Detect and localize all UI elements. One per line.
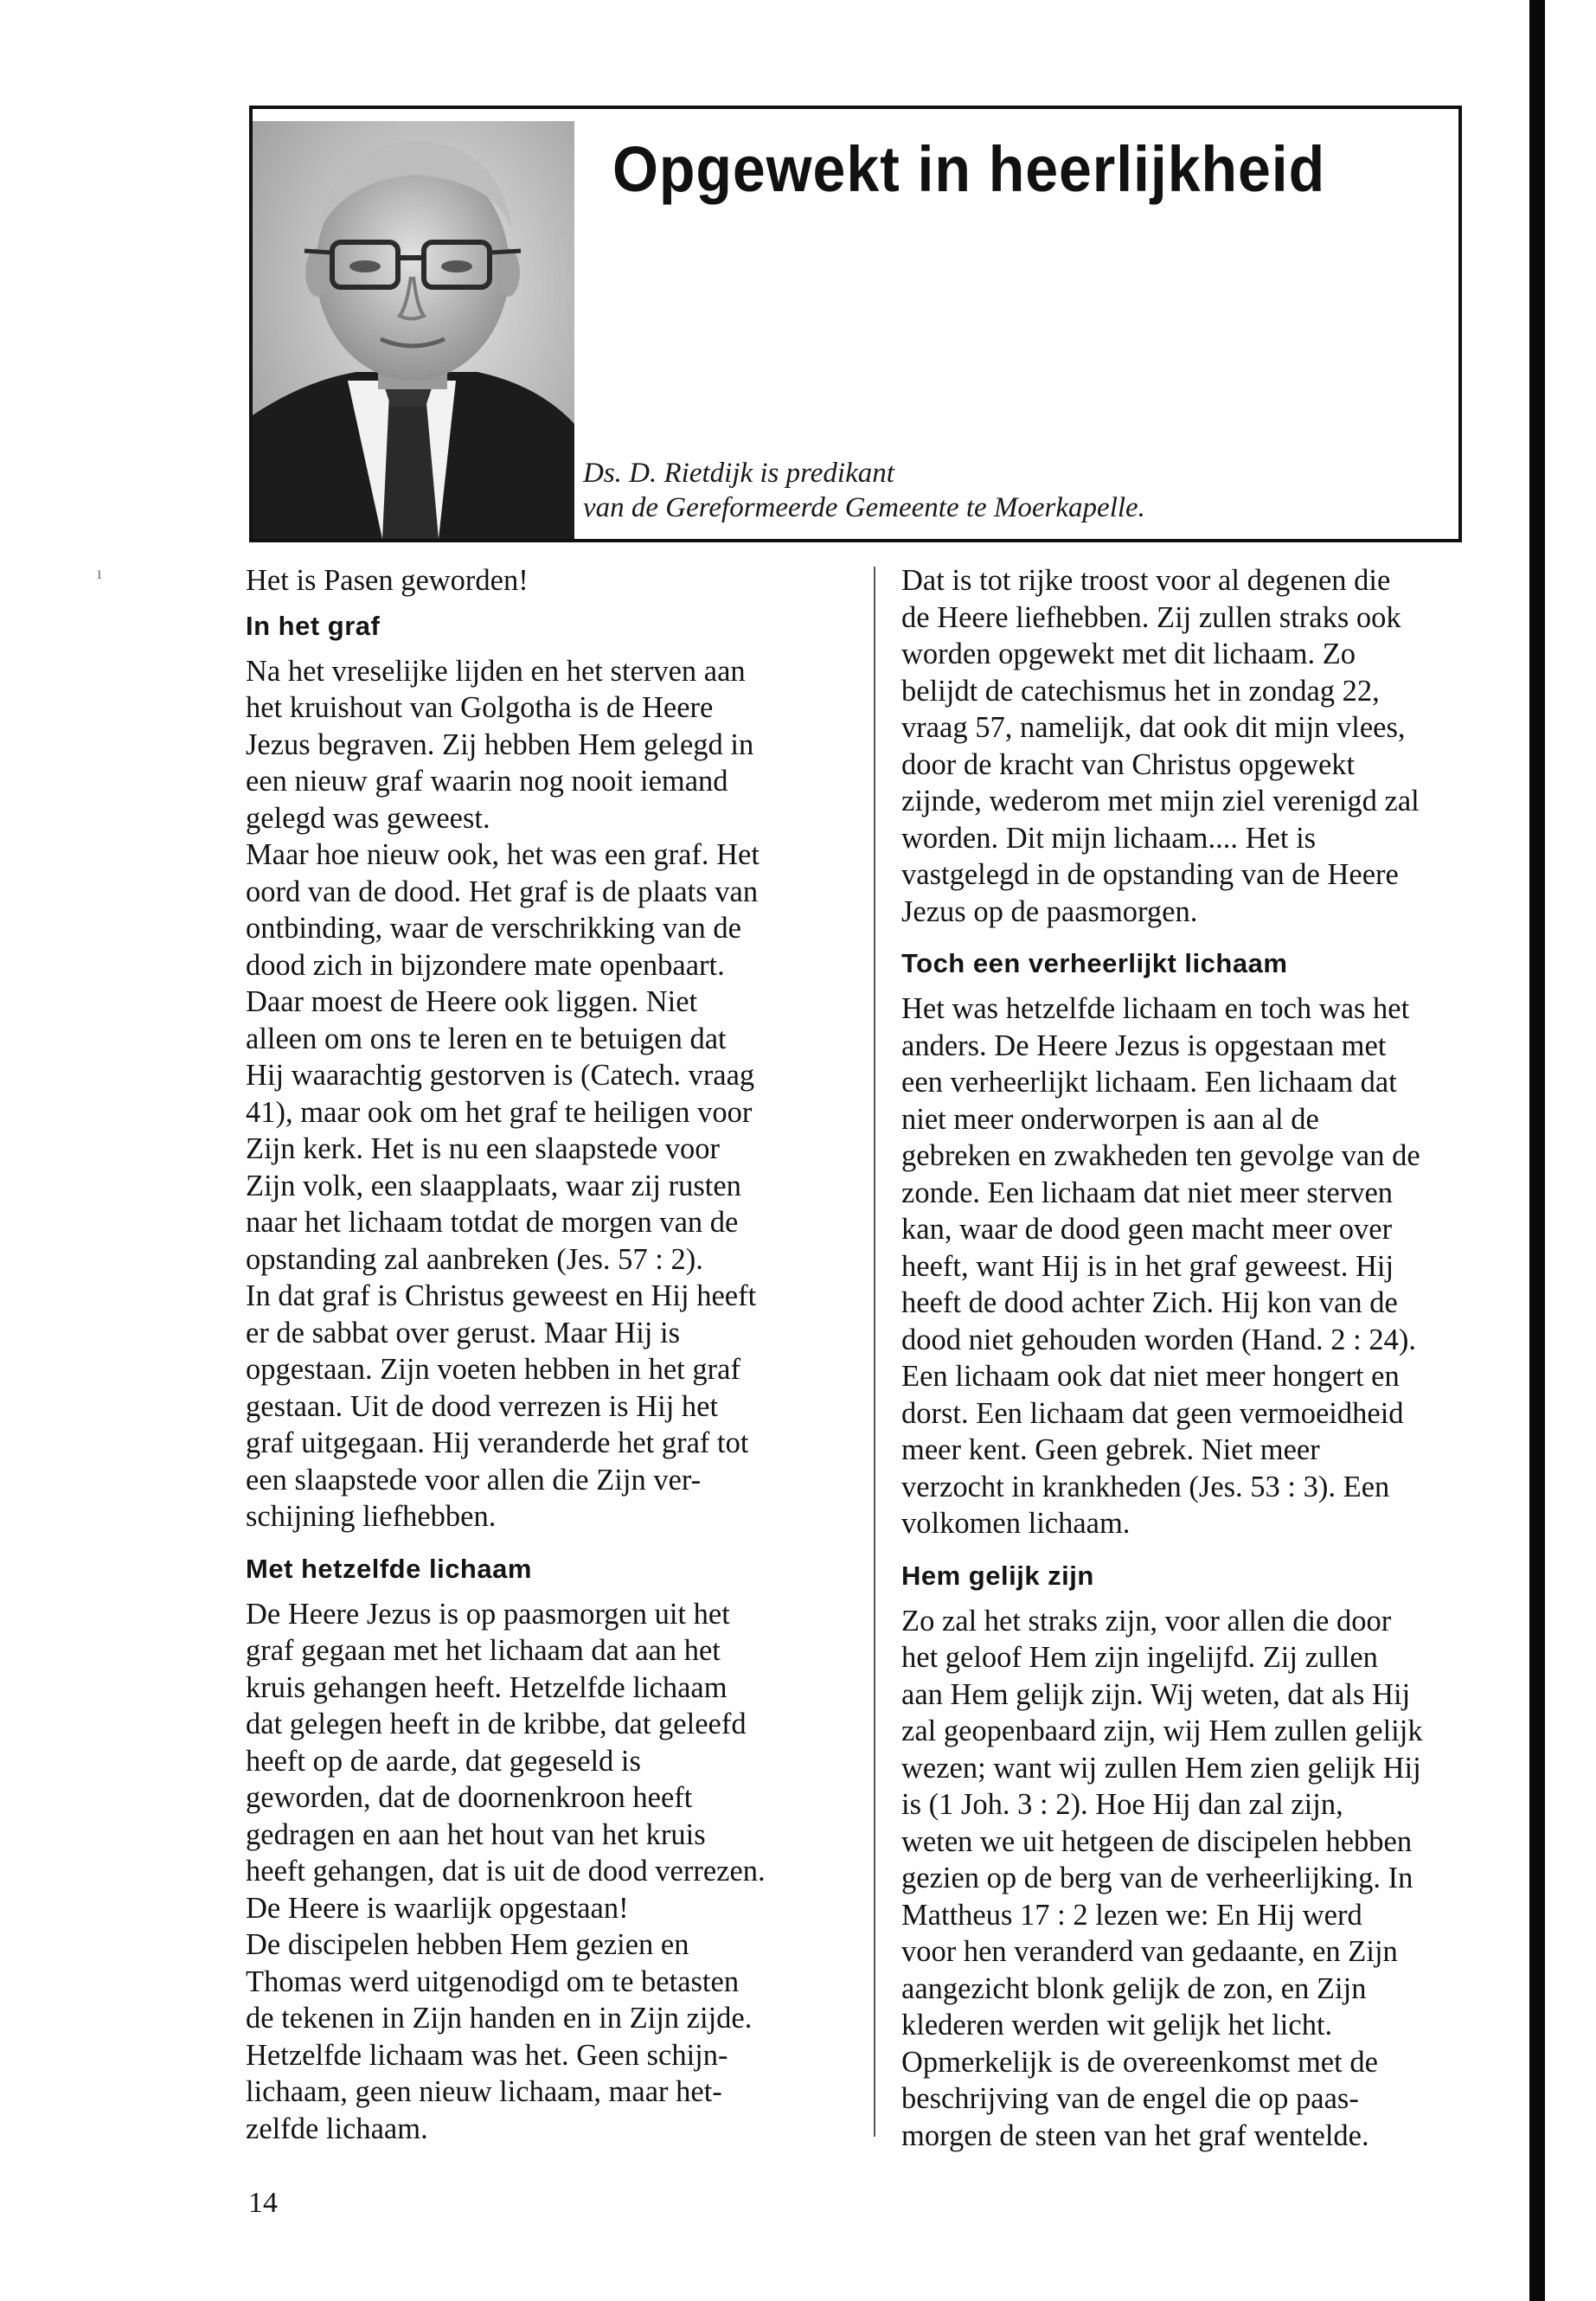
page-edge-bar xyxy=(1529,0,1545,2301)
text-line: geworden, dat de doornenkroon heeft xyxy=(246,1781,693,1814)
text-line: een nieuw graf waarin nog nooit iemand xyxy=(246,765,728,798)
text-line: voor hen veranderd van gedaante, en Zijn xyxy=(901,1935,1398,1968)
paragraph xyxy=(901,990,1507,1542)
text-line: dat gelegen heeft in de kribbe, dat geleefd xyxy=(246,1708,747,1740)
text-line: Zo zal het straks zijn, voor allen die door xyxy=(901,1604,1392,1638)
text-line: anders. De Heere Jezus is opgestaan met xyxy=(901,1029,1387,1062)
text-line: wezen; want wij zullen Hem zien gelijk Hij xyxy=(901,1751,1421,1785)
text-line: heeft, want Hij is in het graf geweest. Hij xyxy=(901,1249,1394,1283)
text-line: meer kent. Geen gebrek. Niet meer xyxy=(901,1433,1320,1466)
text-line: Het is Pasen geworden! xyxy=(246,564,529,597)
text-line: het kruishout van Golgotha is de Heere xyxy=(246,691,714,724)
text-line: door de kracht van Christus opgewekt xyxy=(901,747,1356,781)
paragraph xyxy=(901,1603,1507,2155)
section-heading: Met hetzelfde lichaam xyxy=(246,1553,532,1584)
stray-mark: ı xyxy=(97,564,102,583)
text-line: oord van de dood. Het graf is de plaats van xyxy=(246,875,759,908)
text-line: Een lichaam ook dat niet meer hongert en xyxy=(901,1360,1400,1393)
text-line: verzocht in krankheden (Jes. 53 : 3). Een xyxy=(901,1470,1390,1503)
paragraph xyxy=(246,653,869,1535)
paragraph xyxy=(901,562,1507,930)
text-line: heeft de dood achter Zich. Hij kon van de xyxy=(901,1286,1398,1319)
text-line: ontbinding, waar de verschrikking van de xyxy=(246,912,741,945)
text-line: gestaan. Uit de dood verrezen is Hij het xyxy=(246,1389,719,1423)
text-line: Hetzelfde lichaam was het. Geen schijn- xyxy=(246,2038,728,2072)
text-line: aan Hem gelijk zijn. Wij weten, dat als Hij xyxy=(901,1677,1411,1711)
right-column xyxy=(901,562,1507,2154)
text-line: een verheerlijkt lichaam. Een lichaam dat xyxy=(901,1066,1397,1099)
author-portrait xyxy=(253,121,574,539)
paragraph xyxy=(246,1596,869,2148)
section-heading: Hem gelijk zijn xyxy=(901,1560,1094,1591)
page-number: 14 xyxy=(248,2187,278,2219)
text-line: heeft op de aarde, dat gegeseld is xyxy=(246,1744,641,1778)
text-line: belijdt de catechismus het in zondag 22, xyxy=(901,674,1380,708)
text-line: weten we uit hetgeen de discipelen hebben xyxy=(901,1824,1413,1858)
text-line: morgen de steen van het graf wentelde. xyxy=(901,2118,1369,2152)
text-line: de Heere liefhebben. Zij zullen straks ook xyxy=(901,600,1401,634)
text-line: zal geopenbaard zijn, wij Hem zullen gelijk xyxy=(901,1715,1423,1747)
text-line: Maar hoe nieuw ook, het was een graf. Het xyxy=(246,838,760,871)
text-line: opstanding zal aanbreken (Jes. 57 : 2). xyxy=(246,1242,703,1276)
text-line: Zijn volk, een slaapplaats, waar zij rusten xyxy=(246,1169,741,1202)
text-line: worden opgewekt met dit lichaam. Zo xyxy=(901,638,1356,670)
text-line: Het was hetzelfde lichaam en toch was het xyxy=(901,992,1410,1025)
paragraph-gap xyxy=(901,930,1507,937)
text-line: opgestaan. Zijn voeten hebben in het graf xyxy=(246,1353,740,1386)
text-line: gezien op de berg van de verheerlijking. In xyxy=(901,1862,1413,1894)
text-line: het geloof Hem zijn ingelijfd. Zij zullen xyxy=(901,1641,1378,1674)
text-line: Hij waarachtig gestorven is (Catech. vraag xyxy=(246,1059,755,1092)
text-line: is (1 Joh. 3 : 2). Hoe Hij dan zal zijn, xyxy=(901,1788,1343,1821)
text-line: Mattheus 17 : 2 lezen we: En Hij werd xyxy=(901,1898,1362,1932)
text-line: graf gegaan met het lichaam dat aan het xyxy=(246,1634,721,1667)
text-line: Zijn kerk. Het is nu een slaapstede voor xyxy=(246,1132,721,1165)
text-line: er de sabbat over gerust. Maar Hij is xyxy=(246,1316,681,1349)
text-line: zijnde, wederom met mijn ziel verenigd zal xyxy=(901,785,1420,817)
text-line: de tekenen in Zijn handen en in Zijn zijde. xyxy=(246,2002,753,2035)
text-line: kruis gehangen heeft. Hetzelfde lichaam xyxy=(246,1670,727,1704)
column-divider xyxy=(874,567,875,2137)
text-line: lichaam, geen nieuw lichaam, maar het- xyxy=(246,2075,722,2108)
byline-line: van de Gereformeerde Gemeente te Moerkapelle. xyxy=(583,492,1145,523)
article-title: Opgewekt in heerlijkheid xyxy=(612,133,1326,205)
text-line: zonde. Een lichaam dat niet meer sterven xyxy=(901,1176,1394,1209)
text-line: De Heere Jezus is op paasmorgen uit het xyxy=(246,1597,730,1631)
text-line: naar het lichaam totdat de morgen van de xyxy=(246,1206,739,1239)
text-line: niet meer onderworpen is aan al de xyxy=(901,1102,1319,1136)
text-line: Jezus op de paasmorgen. xyxy=(901,894,1198,928)
text-line: klederen werden wit gelijk het licht. xyxy=(901,2009,1333,2041)
text-line: schijning liefhebben. xyxy=(246,1500,497,1533)
paragraph xyxy=(246,562,869,599)
text-line: graf uitgegaan. Hij veranderde het graf tot xyxy=(246,1426,749,1459)
section-heading: In het graf xyxy=(246,610,381,641)
text-line: 41), maar ook om het graf te heiligen voor xyxy=(246,1095,753,1129)
text-line: Jezus begraven. Zij hebben Hem gelegd in xyxy=(246,727,754,761)
paragraph-gap xyxy=(246,1535,869,1542)
text-line: dood zich in bijzondere mate openbaart. xyxy=(246,948,725,982)
text-line: Opmerkelijk is de overeenkomst met de xyxy=(901,2045,1378,2079)
text-line: In dat graf is Christus geweest en Hij heeft xyxy=(246,1279,757,1312)
text-line: Daar moest de Heere ook liggen. Niet xyxy=(246,985,698,1018)
text-line: Dat is tot rijke troost voor al degenen die xyxy=(901,564,1391,597)
text-line: volkomen lichaam. xyxy=(901,1507,1131,1540)
text-line: dorst. Een lichaam dat geen vermoeidheid xyxy=(901,1396,1404,1430)
paragraph-gap xyxy=(901,1542,1507,1549)
text-line: De discipelen hebben Hem gezien en xyxy=(246,1928,689,1961)
byline-line: Ds. D. Rietdijk is predikant xyxy=(583,458,894,489)
text-line: aangezicht blonk gelijk de zon, en Zijn xyxy=(901,1971,1367,2005)
text-line: gebreken en zwakheden ten gevolge van de xyxy=(901,1139,1420,1172)
text-line: vastgelegd in de opstanding van de Heere xyxy=(901,858,1399,891)
text-line: heeft gehangen, dat is uit de dood verrezen. xyxy=(246,1855,766,1888)
left-column xyxy=(246,562,869,2147)
text-line: een slaapstede voor allen die Zijn ver- xyxy=(246,1463,702,1497)
text-line: zelfde lichaam. xyxy=(246,2112,428,2145)
section-heading: Toch een verheerlijkt lichaam xyxy=(901,948,1288,978)
text-line: kan, waar de dood geen macht meer over xyxy=(901,1213,1393,1246)
text-line: dood niet gehouden worden (Hand. 2 : 24). xyxy=(901,1323,1416,1356)
text-line: gedragen en aan het hout van het kruis xyxy=(246,1817,706,1851)
text-line: vraag 57, namelijk, dat ook dit mijn vlees, xyxy=(901,711,1406,744)
text-line: gelegd was geweest. xyxy=(246,801,490,835)
text-line: De Heere is waarlijk opgestaan! xyxy=(246,1891,629,1925)
text-line: worden. Dit mijn lichaam.... Het is xyxy=(901,821,1317,855)
text-line: beschrijving van de engel die op paas- xyxy=(901,2082,1359,2115)
text-line: Na het vreselijke lijden en het sterven aan xyxy=(246,654,746,688)
text-line: Thomas werd uitgenodigd om te betasten xyxy=(246,1965,740,1998)
text-line: alleen om ons te leren en te betuigen dat xyxy=(246,1022,727,1055)
author-byline xyxy=(583,456,1431,525)
